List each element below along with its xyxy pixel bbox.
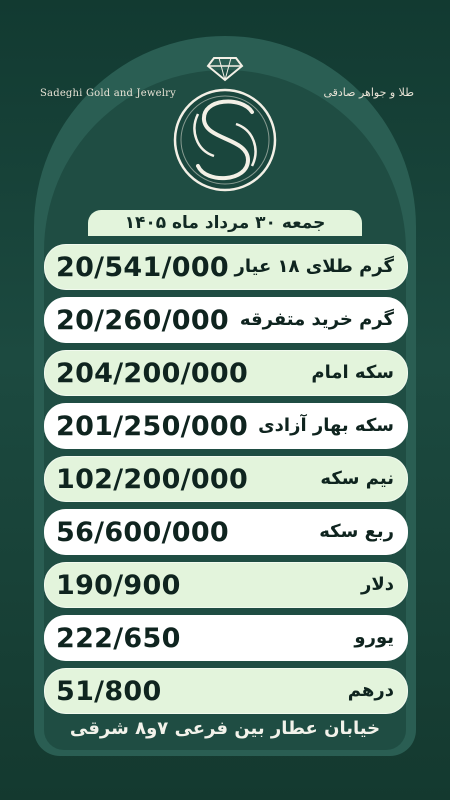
- price-row-gold-buy-misc: [44, 297, 408, 343]
- price-value: 51/800: [56, 676, 162, 707]
- price-row-emami-coin: [44, 350, 408, 396]
- price-row-quarter-coin: [44, 509, 408, 555]
- price-label: سکه امام: [311, 362, 394, 383]
- price-row-euro: [44, 615, 408, 661]
- price-label: ربع سکه: [319, 521, 394, 542]
- logo-icon: [164, 52, 286, 192]
- brand-english-name: Sadeghi Gold and Jewelry: [40, 88, 176, 99]
- price-value: 20/541/000: [56, 252, 230, 283]
- price-row-half-coin: [44, 456, 408, 502]
- brand-persian-name: طلا و جواهر صادقی: [323, 86, 414, 99]
- price-label: درهم: [347, 680, 394, 701]
- price-row-bahar-azadi-coin: [44, 403, 408, 449]
- price-value: 201/250/000: [56, 411, 249, 442]
- price-label: دلار: [360, 574, 394, 595]
- price-list: [44, 244, 408, 721]
- date-banner: [88, 210, 362, 236]
- price-value: 56/600/000: [56, 517, 230, 548]
- price-value: 190/900: [56, 570, 181, 601]
- address-footer: خیابان عطار بین فرعی ۷و۸ شرقی: [69, 718, 381, 739]
- price-row-dirham: [44, 668, 408, 714]
- price-label: سکه بهار آزادی: [258, 415, 394, 436]
- price-label: گرم طلای ۱۸ عیار: [234, 256, 394, 277]
- price-label: نیم سکه: [320, 468, 394, 489]
- price-value: 204/200/000: [56, 358, 249, 389]
- price-value: 102/200/000: [56, 464, 249, 495]
- price-value: 222/650: [56, 623, 181, 654]
- date-text: جمعه ۳۰ مرداد ماه ۱۴۰۵: [124, 213, 326, 233]
- price-row-gold-18k: [44, 244, 408, 290]
- price-value: 20/260/000: [56, 305, 230, 336]
- price-row-dollar: [44, 562, 408, 608]
- price-label: یورو: [354, 627, 394, 648]
- price-label: گرم خرید متفرقه: [239, 309, 394, 330]
